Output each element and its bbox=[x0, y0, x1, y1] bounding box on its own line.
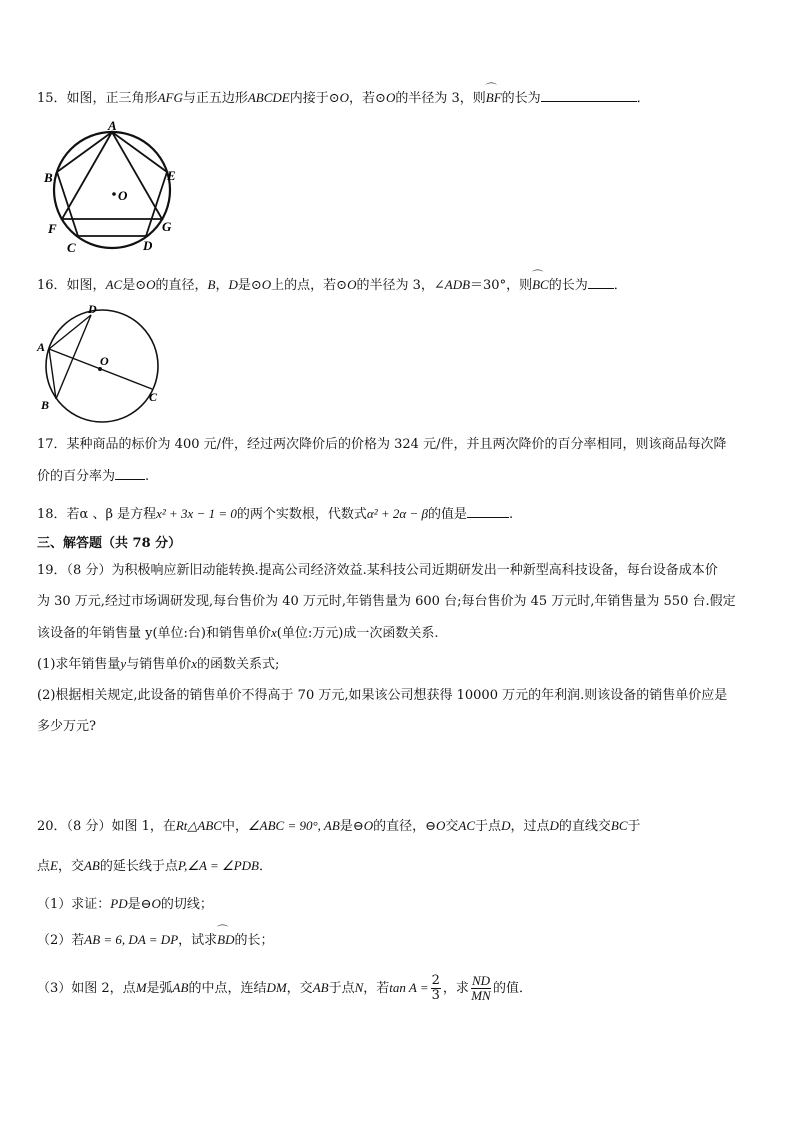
q19-var-x: x bbox=[191, 656, 197, 671]
q16-text-part: ， bbox=[215, 278, 229, 293]
q16-number: 16． bbox=[37, 278, 67, 293]
q17-line2 bbox=[37, 467, 149, 486]
q19-var-x: x bbox=[271, 625, 277, 640]
q20-text-part: ，过点 bbox=[510, 819, 550, 834]
q19-line1: 19．（8 分）为积极响应新旧动能转换.提高公司经济效益.某科技公司近期研发出一种新型高科技设备，每台设备成本价 bbox=[37, 563, 718, 578]
q16-label-d: D bbox=[88, 302, 97, 316]
q18-text-part: 的值是 bbox=[427, 507, 467, 522]
section-heading: 三、解答题（共 78 分） bbox=[37, 536, 182, 551]
q16-text-part: 是⊙ bbox=[122, 278, 147, 293]
q15-center-dot bbox=[112, 192, 116, 196]
q16-label-c: C bbox=[149, 390, 158, 404]
q18-answer-blank[interactable] bbox=[467, 505, 509, 518]
q20-text-part: 是⊖ bbox=[127, 897, 152, 912]
q15-text-part: ，若⊙ bbox=[349, 91, 386, 106]
q20-line2 bbox=[37, 857, 272, 876]
q20-line-pd: PD bbox=[110, 896, 128, 911]
q20-text-part: 是⊖ bbox=[339, 819, 364, 834]
q16-text-part: 如图， bbox=[66, 278, 106, 293]
q20-tan-a: tan A = bbox=[389, 980, 429, 995]
q16-point-b: B bbox=[207, 277, 216, 292]
q15-arc-bf: ⌒ BF bbox=[486, 89, 502, 107]
q19-text-part: 与销售单价 bbox=[126, 657, 192, 672]
q15-answer-blank[interactable] bbox=[541, 89, 637, 102]
q20-text-part: 的长； bbox=[234, 933, 274, 948]
q20-text-part: （2）若 bbox=[37, 933, 85, 948]
q18-text-part: 若α 、β 是方程 bbox=[66, 507, 157, 522]
q20-sub1 bbox=[37, 895, 213, 914]
q15-text-part: 与正五边形 bbox=[182, 91, 248, 106]
q15-text-part: 内接于⊙ bbox=[289, 91, 340, 106]
q20-sub2 bbox=[37, 931, 274, 950]
q16-text-part: 的直径， bbox=[155, 278, 208, 293]
q15-period: ． bbox=[636, 91, 650, 106]
q15-text-part: 的半径为 3，则 bbox=[395, 91, 486, 106]
q20-text-part: 20．（8 分）如图 1，在 bbox=[37, 819, 176, 834]
q15-number: 15． bbox=[37, 91, 67, 106]
q20-arc-ab: AB bbox=[172, 980, 189, 995]
q18-period: . bbox=[508, 507, 514, 522]
q20-text-part: 的值． bbox=[493, 981, 533, 996]
q15-label-e: E bbox=[167, 168, 176, 183]
q20-triangle: Rt△ABC bbox=[175, 818, 222, 833]
q19-var-y: y bbox=[120, 656, 127, 671]
q20-text-part: ，交 bbox=[286, 981, 313, 996]
q19-text-part: (1)求年销售量 bbox=[37, 657, 121, 672]
q20-point-d: D bbox=[549, 818, 559, 833]
q20-text-part: 的延长线于点 bbox=[99, 859, 178, 874]
q17-line1: 17．某种商品的标价为 400 元/件，经过两次降价后的价格为 324 元/件，并且两次降价的百分率相同，则该商品每次降 bbox=[37, 437, 727, 452]
q19-text-part: 的函数关系式; bbox=[197, 657, 280, 672]
q16-circle-name: O bbox=[261, 277, 272, 292]
q15-label-f: F bbox=[48, 221, 57, 236]
q15-circle-name: O bbox=[339, 90, 350, 105]
q15-label-b: B bbox=[44, 170, 53, 185]
q16-label-a: A bbox=[37, 340, 46, 354]
q20-arc-bd: ⌒ BD bbox=[217, 931, 234, 949]
q15-text-part: 如图，正三角形 bbox=[66, 91, 158, 106]
q15-label-g: G bbox=[162, 219, 172, 234]
fraction-numerator: 2 bbox=[431, 973, 440, 988]
q20-text-part: 的直线交 bbox=[558, 819, 611, 834]
q20-angle: ∠ABC = 90°, AB bbox=[247, 818, 340, 833]
q15-text-part: 的长为 bbox=[501, 91, 541, 106]
q17-answer-blank[interactable] bbox=[115, 467, 145, 480]
q16-text bbox=[37, 276, 627, 295]
q15-circle-name: O bbox=[385, 90, 396, 105]
q20-text-part: （3）如图 2，点 bbox=[37, 981, 136, 996]
q16-label-o: O bbox=[100, 354, 109, 368]
fraction-denominator: 3 bbox=[431, 988, 440, 1003]
q20-text-part: ，交 bbox=[57, 859, 84, 874]
q20-segment-ab: AB bbox=[83, 858, 100, 873]
q20-circle-name: O bbox=[436, 818, 446, 833]
q20-text-part: 于点 bbox=[475, 819, 502, 834]
q19-line3 bbox=[37, 624, 438, 643]
q20-fraction-nd-mn bbox=[471, 974, 491, 1003]
q20-text-part: ，若 bbox=[363, 981, 390, 996]
q16-text-part: 上的点，若⊙ bbox=[271, 278, 348, 293]
q19-line2: 为 30 万元,经过市场调研发现,每台售价为 40 万元时,年销售量为 600 台;每台售价为 45 万元时,年销售量为 550 台.假定 bbox=[37, 594, 736, 609]
fraction-denominator: MN bbox=[471, 988, 491, 1003]
q20-segment-bc: BC bbox=[610, 818, 628, 833]
q20-sub3 bbox=[37, 974, 532, 1003]
q19-text-part: 该设备的年销售量 y(单位:台)和销售单价 bbox=[37, 626, 272, 641]
q20-point-e: E bbox=[50, 858, 58, 873]
q18-text bbox=[37, 505, 513, 524]
q20-text-part: 中， bbox=[221, 819, 248, 834]
q17-period: . bbox=[145, 469, 150, 484]
q16-answer-blank[interactable] bbox=[588, 276, 614, 289]
q15-circle bbox=[54, 132, 170, 248]
q20-period: ． bbox=[258, 859, 272, 874]
q16-circle-name: O bbox=[347, 277, 357, 292]
q20-segment-dm: DM bbox=[266, 980, 287, 995]
q19-part2-line2: 多少万元? bbox=[37, 719, 96, 734]
q16-text-part: 的半径为 3，∠ bbox=[356, 278, 445, 293]
q20-segment-ac: AC bbox=[458, 818, 476, 833]
q15-pentagon-name: ABCDE bbox=[247, 90, 290, 105]
q20-text-part: 是弧 bbox=[146, 981, 173, 996]
q15-label-o: O bbox=[118, 188, 128, 203]
q16-circle-name: O bbox=[146, 277, 156, 292]
q20-condition: P,∠A = ∠PDB bbox=[177, 858, 259, 873]
q20-text-part: 于点 bbox=[328, 981, 355, 996]
q16-segment-ac: AC bbox=[105, 277, 123, 292]
q19-text-part: (单位:万元)成一次函数关系. bbox=[276, 626, 439, 641]
q16-point-d: D bbox=[228, 277, 238, 292]
q16-text-part: ＝30°，则 bbox=[470, 278, 533, 293]
q20-fraction-two-thirds bbox=[431, 974, 441, 1003]
q18-expression: α² + 2α − β bbox=[366, 506, 428, 521]
q15-text bbox=[37, 89, 650, 108]
q20-line1 bbox=[37, 817, 641, 836]
q20-point-m: M bbox=[135, 980, 147, 995]
q16-text-part: 的长为 bbox=[548, 278, 588, 293]
q17-text-part: 价的百分率为 bbox=[37, 469, 116, 484]
fraction-numerator: ND bbox=[471, 973, 490, 988]
q20-point-d: D bbox=[501, 818, 511, 833]
q15-label-d: D bbox=[143, 238, 153, 253]
q15-triangle-name: AFG bbox=[157, 90, 183, 105]
q20-text-part: ，试求 bbox=[178, 933, 218, 948]
q16-label-b: B bbox=[41, 398, 50, 412]
q19-part1 bbox=[37, 655, 279, 674]
q16-arc-bc: ⌒ BC bbox=[532, 276, 549, 294]
q20-text-part: 交 bbox=[445, 819, 459, 834]
q15-label-c: C bbox=[67, 240, 76, 255]
q20-text-part: ，求 bbox=[442, 981, 469, 996]
q20-circle-name: O bbox=[363, 818, 374, 833]
q20-point-n: N bbox=[354, 980, 364, 995]
q20-text-part: 点 bbox=[37, 859, 51, 874]
q20-circle-name: O bbox=[151, 896, 161, 911]
q15-figure bbox=[42, 120, 182, 255]
q16-text-part: 是⊙ bbox=[237, 278, 262, 293]
q16-period: ． bbox=[613, 278, 627, 293]
q20-text-part: 的切线； bbox=[160, 897, 213, 912]
q20-text-part: 于 bbox=[627, 819, 641, 834]
q16-angle-adb: ADB bbox=[444, 277, 471, 292]
q20-text-part: 的中点，连结 bbox=[188, 981, 267, 996]
q18-number: 18． bbox=[37, 507, 67, 522]
q18-equation: x² + 3x − 1 = 0 bbox=[156, 506, 237, 521]
q20-text-part: （1）求证： bbox=[37, 897, 111, 912]
q15-label-a: A bbox=[108, 118, 117, 133]
q18-text-part: 的两个实数根，代数式 bbox=[236, 507, 367, 522]
q20-segment-ab: AB bbox=[312, 980, 329, 995]
q20-condition: AB = 6, DA = DP bbox=[84, 932, 179, 947]
q20-text-part: 的直径，⊖ bbox=[373, 819, 437, 834]
q16-figure bbox=[36, 303, 166, 423]
q19-part2-line1: (2)根据相关规定,此设备的销售单价不得高于 70 万元,如果该公司想获得 10000 万元的年利润.则该设备的销售单价应是 bbox=[37, 688, 728, 703]
